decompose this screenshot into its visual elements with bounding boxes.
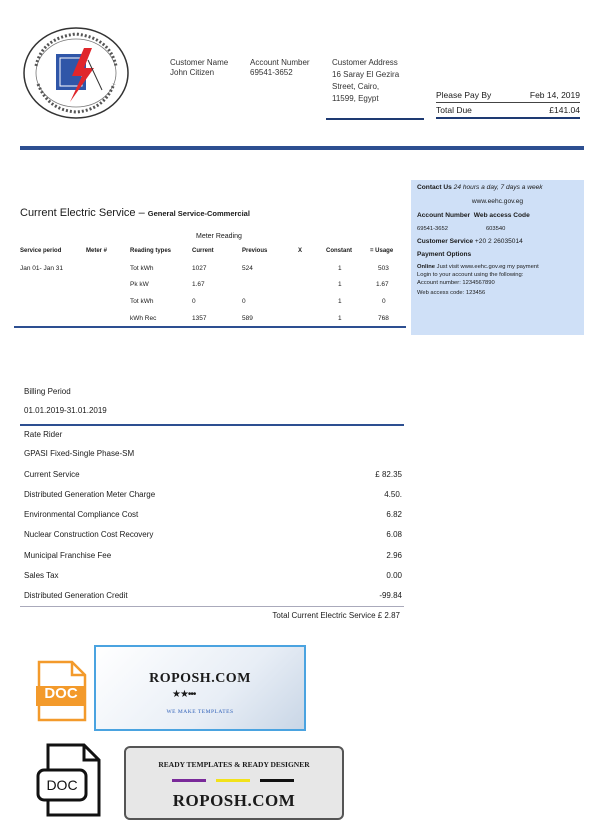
card2-brand: ROPOSH.COM: [172, 791, 296, 810]
charges-divider: [20, 606, 404, 607]
please-pay-by-date: Feb 14, 2019: [529, 90, 580, 100]
col-previous: Previous: [242, 248, 268, 254]
row2-usage: 1.67: [376, 281, 389, 288]
customer-name-label: Customer Name: [170, 58, 229, 67]
row3-type: Tot kWh: [130, 298, 154, 305]
row4-constant: 1: [338, 315, 342, 322]
total-due-row: [436, 103, 580, 117]
customer-address-label: Customer Address: [332, 58, 398, 67]
card2-headline: READY TEMPLATES & READY DESIGNER: [158, 760, 310, 769]
website-text: www.eehc.gov.eg: [471, 198, 524, 205]
account-code-values: 69541-3652 603540: [417, 226, 506, 232]
pay-box-underline: [436, 117, 580, 119]
account-number-label: Account Number: [250, 58, 310, 67]
login-line: Login to your account using the following:: [417, 272, 524, 278]
address-underline: [326, 118, 424, 120]
service-period-value: Jan 01- Jan 31: [20, 265, 64, 272]
doc-icon-label-1: DOC: [44, 685, 78, 702]
row2-current: 1.67: [192, 281, 205, 288]
web-access-line: Web access code: 123456: [417, 290, 486, 296]
service-title-text: Current Electric Service –: [20, 207, 145, 219]
total-current-service: Total Current Electric Service £ 2.87: [272, 611, 400, 620]
total-due-amount: £141.04: [549, 105, 580, 115]
row4-usage: 768: [378, 315, 389, 322]
rate-rider-label: Rate Rider: [24, 430, 63, 439]
col-x: X: [298, 248, 303, 254]
billing-divider: [20, 424, 404, 426]
promo-card-roposh[interactable]: [94, 645, 306, 731]
card1-brand: ROPOSH.COM: [149, 671, 251, 686]
company-logo: [22, 26, 130, 120]
payment-due-box: [436, 88, 580, 119]
doc-icon-label-2: DOC: [46, 777, 78, 793]
card1-tagline: WE MAKE TEMPLATES: [166, 709, 234, 715]
col-current: Current: [192, 248, 214, 254]
row2-constant: 1: [338, 281, 342, 288]
account-number-line: Account number: 1234567890: [417, 280, 495, 286]
col-usage: = Usage: [370, 248, 394, 254]
pay-by-row: [436, 88, 580, 102]
row3-current: 0: [192, 298, 196, 305]
row4-previous: 589: [242, 315, 253, 322]
service-table-divider: [14, 326, 406, 328]
contact-info-panel: [411, 180, 584, 335]
account-number: 69541-3652: [250, 68, 293, 77]
charge-row: Distributed Generation Meter Charge 4.50.: [24, 490, 402, 499]
row4-current: 1357: [192, 315, 207, 322]
service-title: [20, 207, 250, 219]
card1-stars: ★★•••: [172, 689, 196, 700]
col-meter-number: Meter #: [86, 248, 108, 254]
service-subtitle: General Service-Commercial: [147, 209, 250, 218]
card2-color-bars: [172, 779, 294, 782]
charge-row: Nuclear Construction Cost Recovery 6.08: [24, 530, 402, 539]
account-code-labels: Account Number Web access Code: [417, 212, 530, 219]
row1-current: 1027: [192, 265, 207, 272]
charge-row: Sales Tax 0.00: [24, 571, 402, 580]
row2-type: Pk kW: [130, 281, 149, 288]
total-due-label: Total Due: [436, 105, 472, 115]
row1-previous: 524: [242, 265, 253, 272]
payment-options-label: Payment Options: [417, 251, 472, 258]
charge-row: Municipal Franchise Fee 2.96: [24, 551, 402, 560]
row4-type: kWh Rec: [130, 315, 157, 322]
promo-card-ready-templates[interactable]: [124, 746, 344, 820]
charge-row: Current Service £ 82.35: [24, 470, 402, 479]
address-line-1: 16 Saray El Gezira: [332, 70, 400, 79]
row1-usage: 503: [378, 265, 389, 272]
address-line-2: Street, Cairo,: [332, 82, 380, 91]
yellow-bar: [216, 779, 250, 782]
col-service-period: Service period: [20, 248, 62, 254]
please-pay-by-label: Please Pay By: [436, 90, 492, 100]
row3-constant: 1: [338, 298, 342, 305]
charge-row: Environmental Compliance Cost 6.82: [24, 510, 402, 519]
row3-usage: 0: [382, 298, 386, 305]
col-reading-types: Reading types: [130, 248, 172, 254]
row3-previous: 0: [242, 298, 246, 305]
header-divider: [20, 146, 584, 150]
online-line: Online Just visit www.eehc.gov.eg my payment: [417, 264, 539, 270]
rate-rider-value: GPASI Fixed-Single Phase-SM: [24, 449, 135, 458]
row1-type: Tot kWh: [130, 265, 154, 272]
row1-constant: 1: [338, 265, 342, 272]
black-bar: [260, 779, 294, 782]
customer-name: John Citizen: [170, 68, 215, 77]
col-constant: Constant: [326, 248, 352, 254]
meter-reading-label: Meter Reading: [196, 233, 242, 240]
charge-row: Distributed Generation Credit -99.84: [24, 591, 402, 600]
billing-period-value: 01.01.2019-31.01.2019: [24, 406, 107, 415]
billing-period-label: Billing Period: [24, 387, 71, 396]
address-line-3: 11599, Egypt: [332, 94, 379, 103]
contact-line: Contact Us 24 hours a day, 7 days a week: [417, 184, 543, 191]
customer-service-line: Customer Service +20 2 26035014: [417, 238, 523, 245]
purple-bar: [172, 779, 206, 782]
